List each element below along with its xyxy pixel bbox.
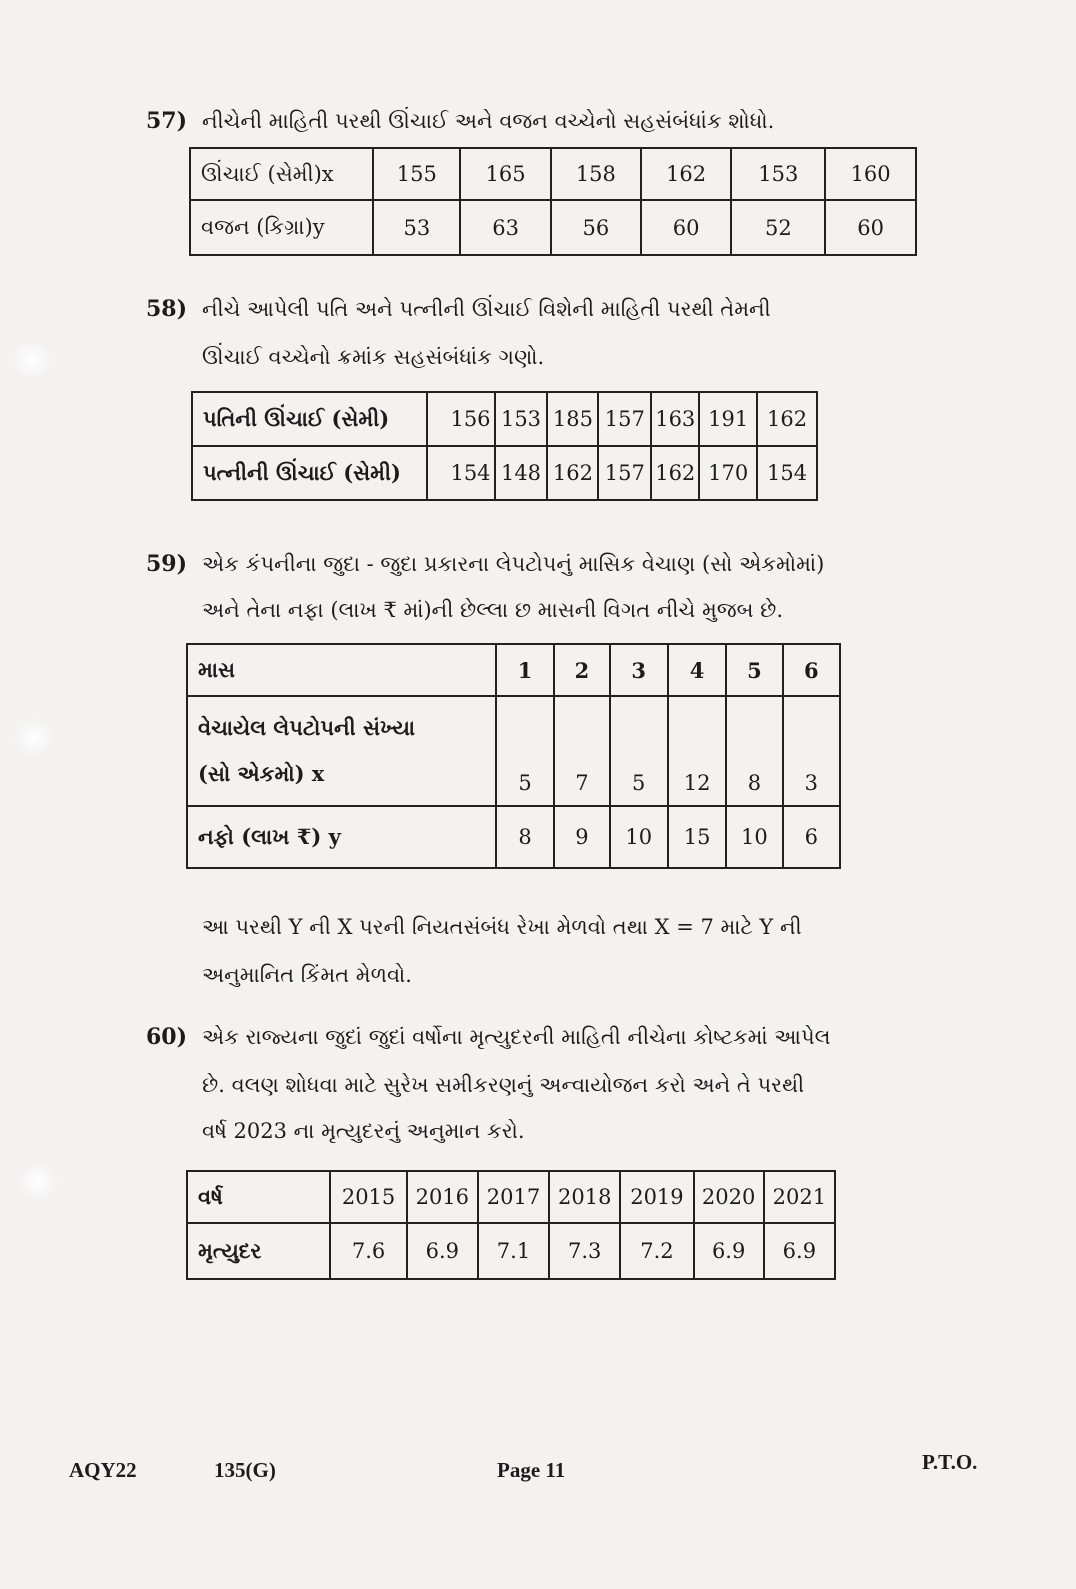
row-label: વજન (કિગ્રા)y [190,200,373,255]
table-row [187,806,840,868]
table-cell: 191 [699,392,757,446]
footer-pto: P.T.O. [922,1450,978,1474]
table-cell: 162 [547,446,598,500]
table-row [187,644,840,696]
table-cell: 162 [757,392,817,446]
question-number: 57) [146,108,188,134]
question-text-line-3: આ પરથી Y ની X પરની નિયતસંબંધ રેખા મેળવો તથા X = 7 માટે Y ની [202,915,802,939]
column-header: 5 [726,644,782,696]
table-cell: 63 [460,200,551,255]
table-cell: 7 [554,696,609,806]
q57-table [189,147,917,256]
table-cell: 56 [551,200,641,255]
table-cell: 156 [427,392,495,446]
question-text-line-1: નીચે આપેલી પતિ અને પત્નીની ઊંચાઈ વિશેની માહિતી પરથી તેમની [202,297,771,321]
table-row [192,392,817,446]
table-cell: 5 [496,696,554,806]
question-number: 60) [146,1024,188,1050]
q59-table [186,643,841,869]
q60-table [186,1170,836,1280]
table-cell: 10 [726,806,782,868]
table-cell: 162 [651,446,699,500]
question-text: નીચેની માહિતી પરથી ઊંચાઈ અને વજન વચ્ચેનો સહસંબંધાંક શોધો. [202,109,775,133]
table-cell: 2019 [620,1171,693,1223]
column-header: 1 [496,644,554,696]
question-text-line-2: અને તેના નફા (લાખ ₹ માં)ની છેલ્લા છ માસની વિગત નીચે મુજબ છે. [202,598,784,622]
table-cell: 154 [757,446,817,500]
column-header: 2 [554,644,609,696]
table-cell: 60 [641,200,732,255]
table-row [187,1171,835,1223]
question-text-line-1: એક કંપનીના જુદા - જુદા પ્રકારના લેપટોપનું માસિક વેચાણ (સો એકમોમાં) [202,552,825,576]
table-cell: 157 [598,446,651,500]
table-cell: 52 [731,200,825,255]
row-label-line-1: વેચાયેલ લેપટોપની સંખ્યા [198,715,416,740]
question-text-line-3: વર્ષ 2023 ના મૃત્યુદરનું અનુમાન કરો. [202,1119,525,1143]
footer-code: AQY22 [69,1458,137,1482]
table-cell: 3 [783,696,840,806]
table-cell: 9 [554,806,609,868]
table-row [192,446,817,500]
column-header: 3 [610,644,668,696]
table-cell: 7.3 [549,1223,620,1279]
table-cell: 7.1 [478,1223,549,1279]
question-text-line-2: ઊંચાઈ વચ્ચેનો ક્રમાંક સહસંબંધાંક ગણો. [202,345,545,369]
table-cell: 60 [825,200,916,255]
table-cell: 153 [495,392,548,446]
table-cell: 10 [610,806,668,868]
question-text-line-1: એક રાજ્યના જુદાં જુદાં વર્ષોના મૃત્યુદરની માહિતી નીચેના કોષ્ટકમાં આપેલ [202,1025,831,1049]
row-label: ઊંચાઈ (સેમી)x [190,148,373,200]
row-label: વર્ષ [187,1171,330,1223]
table-cell: 2016 [407,1171,478,1223]
table-cell: 8 [726,696,782,806]
table-row [190,148,916,200]
table-cell: 154 [427,446,495,500]
table-row [190,200,916,255]
table-cell: 157 [598,392,651,446]
question-number: 58) [146,296,188,322]
table-cell: 15 [668,806,726,868]
row-label-line-2: (સો એકમો) x [198,761,325,786]
table-cell: 2020 [694,1171,764,1223]
table-cell: 170 [699,446,757,500]
table-row [187,696,840,806]
row-label: મૃત્યુદર [187,1223,330,1279]
column-header: 6 [783,644,840,696]
table-row [187,1223,835,1279]
table-cell: 2018 [549,1171,620,1223]
row-label: નફો (લાખ ₹) y [187,806,496,868]
table-cell: 8 [496,806,554,868]
table-cell: 7.2 [620,1223,693,1279]
table-cell: 2017 [478,1171,549,1223]
table-cell: 148 [495,446,548,500]
row-label [187,696,496,806]
table-cell: 185 [547,392,598,446]
question-text-line-2: છે. વલણ શોધવા માટે સુરેખ સમીકરણનું અન્વાયોજન કરો અને તે પરથી [202,1073,805,1097]
table-cell: 7.6 [330,1223,406,1279]
table-cell: 153 [731,148,825,200]
punch-hole-bottom [18,1162,58,1202]
table-cell: 6 [783,806,840,868]
table-cell: 163 [651,392,699,446]
table-cell: 155 [373,148,460,200]
table-cell: 165 [460,148,551,200]
table-cell: 6.9 [694,1223,764,1279]
page-number: Page 11 [497,1458,566,1482]
table-cell: 6.9 [764,1223,835,1279]
table-cell: 5 [610,696,668,806]
column-header: 4 [668,644,726,696]
footer-paper-number: 135(G) [214,1458,276,1482]
row-label: પત્નીની ઊંચાઈ (સેમી) [192,446,427,500]
table-cell: 158 [551,148,641,200]
q58-table [191,391,818,501]
row-label: પતિની ઊંચાઈ (સેમી) [192,392,427,446]
punch-hole-middle [14,718,54,758]
table-cell: 53 [373,200,460,255]
question-text-line-4: અનુમાનિત કિંમત મેળવો. [202,963,412,987]
table-cell: 160 [825,148,916,200]
punch-hole-top [12,340,52,380]
table-cell: 6.9 [407,1223,478,1279]
table-cell: 12 [668,696,726,806]
table-cell: 2015 [330,1171,406,1223]
question-number: 59) [146,551,188,577]
table-cell: 162 [641,148,732,200]
table-cell: 2021 [764,1171,835,1223]
row-label: માસ [187,644,496,696]
